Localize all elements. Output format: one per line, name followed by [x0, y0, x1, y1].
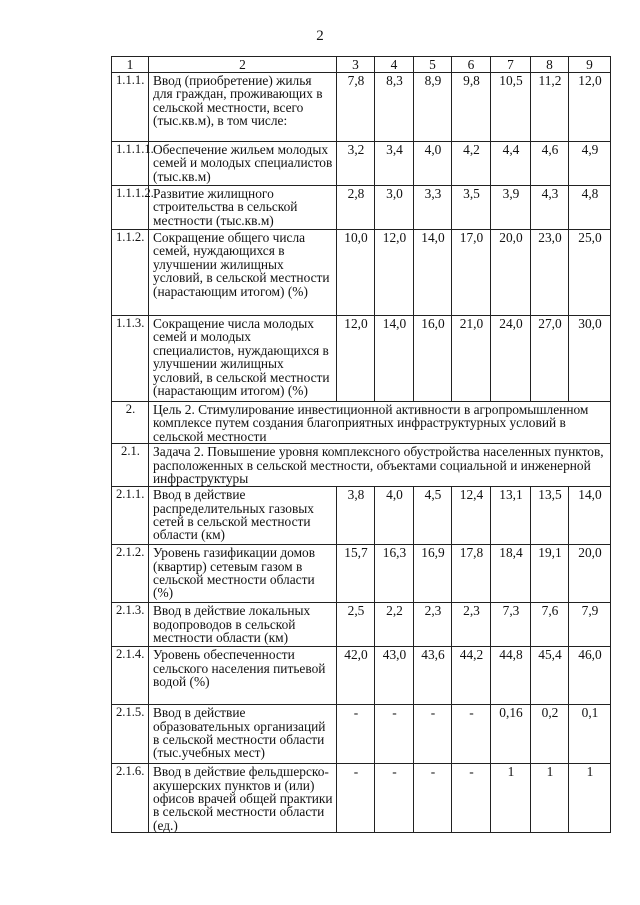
- value-cell: 7,6: [531, 603, 569, 647]
- table-row: [112, 647, 611, 705]
- row-number: 1.1.1.2.: [112, 186, 149, 230]
- value-cell: 17,8: [452, 545, 491, 603]
- value-cell: 7,3: [491, 603, 531, 647]
- value-cell: 44,8: [491, 647, 531, 705]
- value-cell: 10,5: [491, 73, 531, 142]
- table-row: [112, 764, 611, 833]
- indicator-description: Сокращение общего числа семей, нуждающихся в улучшении жилищных условий, в сельской местности (нарастающим итогом) (%): [149, 230, 337, 316]
- value-cell: 4,8: [569, 186, 611, 230]
- value-cell: 4,0: [375, 487, 414, 545]
- table-row: [112, 142, 611, 186]
- value-cell: 42,0: [337, 647, 375, 705]
- value-cell: 11,2: [531, 73, 569, 142]
- value-cell: 44,2: [452, 647, 491, 705]
- value-cell: 13,1: [491, 487, 531, 545]
- value-cell: 15,7: [337, 545, 375, 603]
- value-cell: 19,1: [531, 545, 569, 603]
- value-cell: 14,0: [375, 316, 414, 402]
- row-number: 2.1.4.: [112, 647, 149, 705]
- indicators-table: [111, 56, 611, 833]
- indicator-description: Сокращение числа молодых семей и молодых специалистов, нуждающихся в улучшении жилищных условий, в сельской местности (нарастающим итогом) (%): [149, 316, 337, 402]
- value-cell: 4,2: [452, 142, 491, 186]
- section-heading: Цель 2. Стимулирование инвестиционной активности в агропромышленном комплексе путем создания благоприятных инфраструктурных условий в сельской местности: [149, 402, 611, 444]
- row-number: 2.1.6.: [112, 764, 149, 833]
- table-row: [112, 705, 611, 764]
- table-row: [112, 444, 611, 487]
- value-cell: -: [414, 705, 452, 764]
- value-cell: -: [414, 764, 452, 833]
- value-cell: 3,4: [375, 142, 414, 186]
- value-cell: 3,5: [452, 186, 491, 230]
- row-number: 2.1.3.: [112, 603, 149, 647]
- indicator-description: Ввод в действие локальных водопроводов в сельской местности области (км): [149, 603, 337, 647]
- row-number: 1.1.3.: [112, 316, 149, 402]
- indicator-description: Ввод в действие распределительных газовых сетей в сельской местности области (км): [149, 487, 337, 545]
- value-cell: -: [375, 764, 414, 833]
- table-header-row: [112, 57, 611, 73]
- header-cell: 7: [491, 57, 531, 73]
- value-cell: -: [375, 705, 414, 764]
- value-cell: 1: [531, 764, 569, 833]
- value-cell: 0,1: [569, 705, 611, 764]
- table-row: [112, 487, 611, 545]
- value-cell: 13,5: [531, 487, 569, 545]
- indicator-description: Развитие жилищного строительства в сельской местности (тыс.кв.м): [149, 186, 337, 230]
- value-cell: -: [337, 764, 375, 833]
- value-cell: 7,9: [569, 603, 611, 647]
- row-number: 1.1.1.1.: [112, 142, 149, 186]
- header-cell: 6: [452, 57, 491, 73]
- value-cell: 2,2: [375, 603, 414, 647]
- value-cell: 2,3: [452, 603, 491, 647]
- header-cell: 2: [149, 57, 337, 73]
- value-cell: 3,9: [491, 186, 531, 230]
- value-cell: 2,5: [337, 603, 375, 647]
- value-cell: 0,16: [491, 705, 531, 764]
- value-cell: 12,0: [337, 316, 375, 402]
- header-cell: 3: [337, 57, 375, 73]
- value-cell: 4,6: [531, 142, 569, 186]
- value-cell: 18,4: [491, 545, 531, 603]
- row-number: 1.1.2.: [112, 230, 149, 316]
- value-cell: 3,2: [337, 142, 375, 186]
- value-cell: 12,4: [452, 487, 491, 545]
- indicator-description: Ввод в действие фельдшерско-акушерских пунктов и (или) офисов врачей общей практики в сельской местности области (ед.): [149, 764, 337, 833]
- value-cell: 12,0: [569, 73, 611, 142]
- table-row: [112, 316, 611, 402]
- row-number: 2.: [112, 402, 149, 444]
- value-cell: 14,0: [414, 230, 452, 316]
- value-cell: -: [452, 764, 491, 833]
- value-cell: 16,0: [414, 316, 452, 402]
- page-number: 2: [316, 28, 324, 44]
- value-cell: 14,0: [569, 487, 611, 545]
- value-cell: 24,0: [491, 316, 531, 402]
- value-cell: 1: [569, 764, 611, 833]
- table-row: [112, 230, 611, 316]
- section-heading: Задача 2. Повышение уровня комплексного обустройства населенных пунктов, расположенных в сельской местности, объектами социальной и инженерной инфраструктуры: [149, 444, 611, 487]
- table-row: [112, 186, 611, 230]
- value-cell: 21,0: [452, 316, 491, 402]
- row-number: 2.1.: [112, 444, 149, 487]
- value-cell: 8,9: [414, 73, 452, 142]
- value-cell: 16,9: [414, 545, 452, 603]
- header-cell: 4: [375, 57, 414, 73]
- value-cell: 20,0: [569, 545, 611, 603]
- indicator-description: Обеспечение жильем молодых семей и молодых специалистов (тыс.кв.м): [149, 142, 337, 186]
- value-cell: 3,8: [337, 487, 375, 545]
- value-cell: -: [337, 705, 375, 764]
- header-cell: 1: [112, 57, 149, 73]
- header-cell: 8: [531, 57, 569, 73]
- header-cell: 9: [569, 57, 611, 73]
- value-cell: 9,8: [452, 73, 491, 142]
- indicator-description: Ввод в действие образовательных организаций в сельской местности области (тыс.учебных мест): [149, 705, 337, 764]
- value-cell: 17,0: [452, 230, 491, 316]
- value-cell: -: [452, 705, 491, 764]
- header-cell: 5: [414, 57, 452, 73]
- value-cell: 0,2: [531, 705, 569, 764]
- value-cell: 30,0: [569, 316, 611, 402]
- value-cell: 10,0: [337, 230, 375, 316]
- value-cell: 25,0: [569, 230, 611, 316]
- value-cell: 2,8: [337, 186, 375, 230]
- value-cell: 12,0: [375, 230, 414, 316]
- row-number: 1.1.1.: [112, 73, 149, 142]
- value-cell: 4,4: [491, 142, 531, 186]
- indicator-description: Ввод (приобретение) жилья для граждан, проживающих в сельской местности, всего (тыс.кв.м), в том числе:: [149, 73, 337, 142]
- table-row: [112, 73, 611, 142]
- value-cell: 3,0: [375, 186, 414, 230]
- indicator-description: Уровень обеспеченности сельского населения питьевой водой (%): [149, 647, 337, 705]
- row-number: 2.1.5.: [112, 705, 149, 764]
- table-row: [112, 603, 611, 647]
- value-cell: 7,8: [337, 73, 375, 142]
- value-cell: 4,5: [414, 487, 452, 545]
- value-cell: 3,3: [414, 186, 452, 230]
- value-cell: 20,0: [491, 230, 531, 316]
- value-cell: 4,0: [414, 142, 452, 186]
- row-number: 2.1.2.: [112, 545, 149, 603]
- value-cell: 45,4: [531, 647, 569, 705]
- value-cell: 46,0: [569, 647, 611, 705]
- table-row: [112, 402, 611, 444]
- value-cell: 27,0: [531, 316, 569, 402]
- table-row: [112, 545, 611, 603]
- value-cell: 43,0: [375, 647, 414, 705]
- value-cell: 2,3: [414, 603, 452, 647]
- value-cell: 4,3: [531, 186, 569, 230]
- value-cell: 4,9: [569, 142, 611, 186]
- value-cell: 43,6: [414, 647, 452, 705]
- value-cell: 16,3: [375, 545, 414, 603]
- value-cell: 8,3: [375, 73, 414, 142]
- row-number: 2.1.1.: [112, 487, 149, 545]
- value-cell: 23,0: [531, 230, 569, 316]
- value-cell: 1: [491, 764, 531, 833]
- indicator-description: Уровень газификации домов (квартир) сетевым газом в сельской местности области (%): [149, 545, 337, 603]
